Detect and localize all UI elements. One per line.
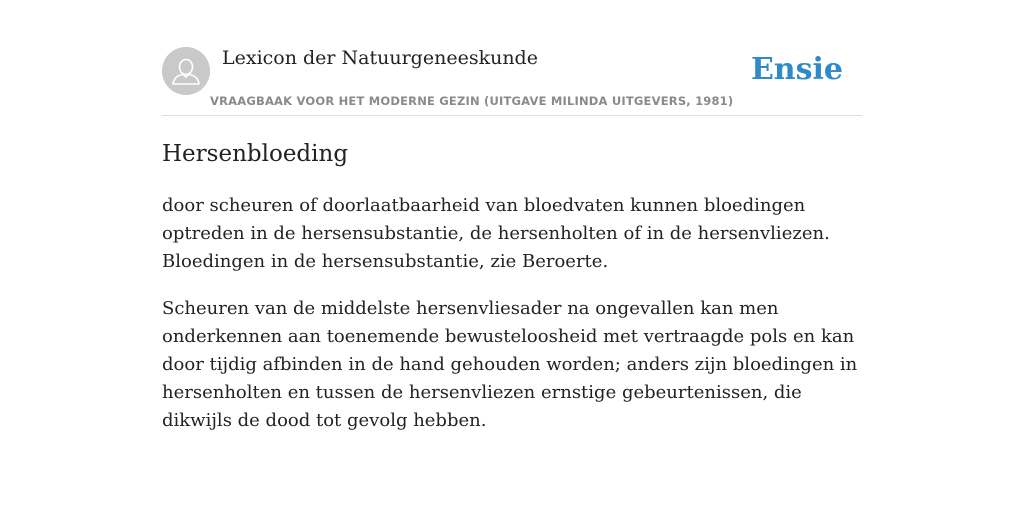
header-divider [162,115,862,116]
entry-paragraph: door scheuren of doorlaatbaarheid van bloedvaten kunnen bloedingen optreden in de hersensubstantie, de hersenholten of in de hersenvliezen. Bloedingen in de hersensubstantie, zie Beroerte. [162,195,830,272]
source-title[interactable]: Lexicon der Natuurgeneeskunde [222,47,538,69]
entry-card [162,0,862,512]
entry-paragraph: Scheuren van de middelste hersenvliesader na ongevallen kan men onderkennen aan toenemende bewusteloosheid met vertraagde pols en kan door tijdig afbinden in de hand gehouden worden; anders zijn bloedingen in hersenholten en tussen de hersenvliezen ernstige gebeurtenissen, die dikwijls de dood tot gevolg hebben. [162,298,858,431]
entry-body [162,192,862,454]
entry-title: Hersenbloeding [162,141,349,167]
brand-logo[interactable]: Ensie [750,52,843,87]
user-silhouette-icon [162,47,210,95]
author-avatar[interactable] [162,47,210,95]
source-subtitle: VRAAGBAAK VOOR HET MODERNE GEZIN (UITGAVE MILINDA UITGEVERS, 1981) [210,94,734,108]
